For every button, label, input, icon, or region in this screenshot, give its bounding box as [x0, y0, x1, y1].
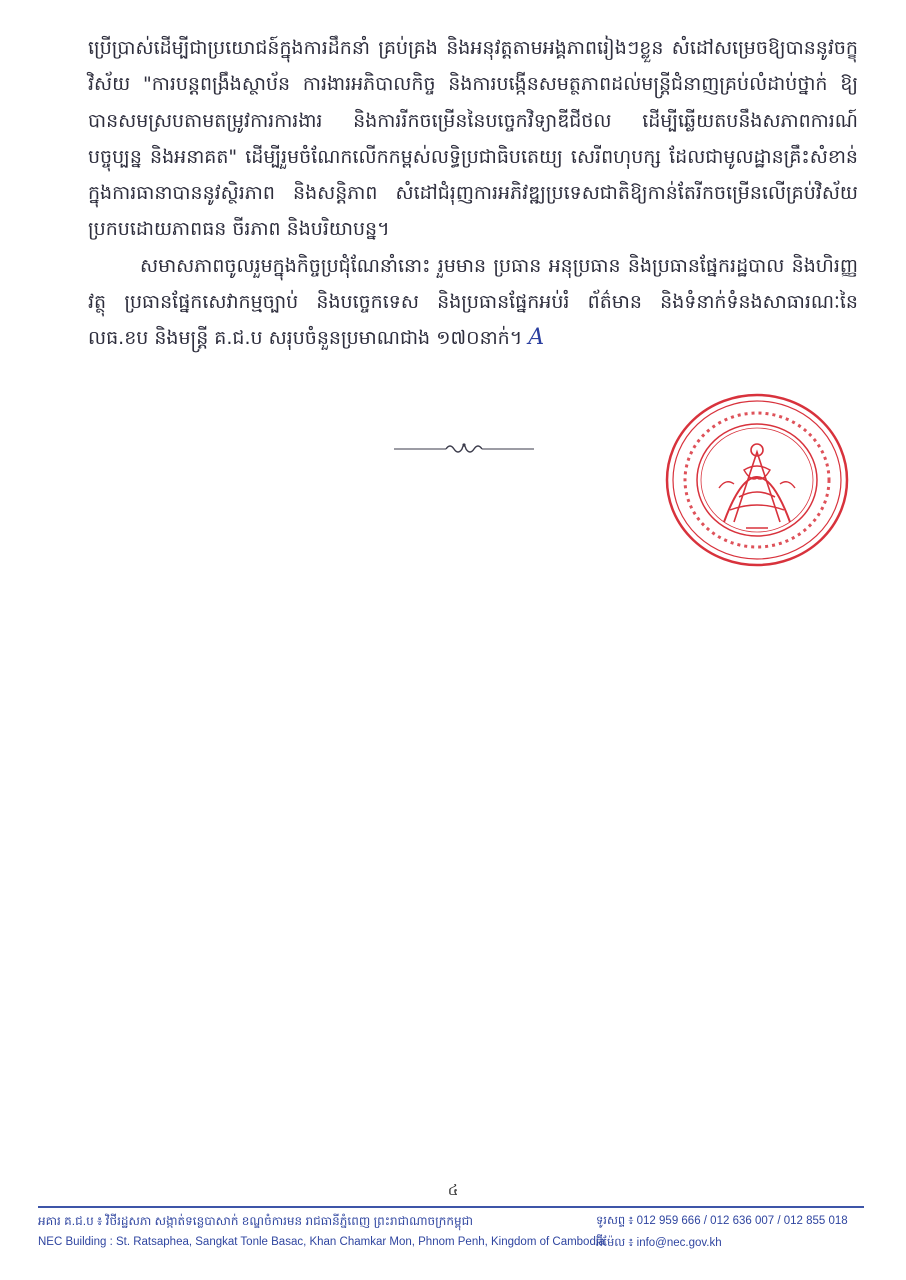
footer-email: អ៊ីម៉ែល ៖ info@nec.gov.kh — [596, 1237, 722, 1249]
section-divider-ornament — [394, 438, 534, 460]
official-seal — [664, 392, 850, 568]
footer-divider — [38, 1206, 864, 1208]
footer-address — [38, 1210, 605, 1252]
document-body — [88, 30, 858, 357]
footer-contact — [596, 1210, 868, 1254]
page-number: ៤ — [447, 1181, 459, 1199]
footer-phone: ទូរសព្ទ ៖ 012 959 666 / 012 636 007 / 012 855 018 — [596, 1215, 848, 1227]
footer-address-khmer: អគារ គ.ជ.ប ៖ វិថីរដ្ឋសភា សង្កាត់ទន្លេបាសាក់ ខណ្ឌចំការមន រាជធានីភ្នំពេញ ព្រះរាជាណាចក្រកម្ពុជា — [38, 1214, 474, 1228]
initial-signature: A — [528, 325, 545, 351]
footer-address-english: NEC Building : St. Ratsaphea, Sangkat Tonle Basac, Khan Chamkar Mon, Phnom Penh, Kingdom of Cambodia — [38, 1236, 605, 1248]
paragraph-2 — [88, 248, 858, 357]
paragraph-1: ប្រើប្រាស់ដើម្បីជាប្រយោជន៍ក្នុងការដឹកនាំ គ្រប់គ្រង និងអនុវត្តតាមអង្គភាពរៀងៗខ្លួន សំដៅសម្រេចឱ្យបាននូវចក្ខុវិស័យ "ការបន្តពង្រឹងស្ថាប័ន ការងារអភិបាលកិច្ច និងការបង្កើនសមត្ថភាពដល់មន្ត្រីជំនាញគ្រប់លំដាប់ថ្នាក់ ឱ្យបានសមស្របតាមតម្រូវការការងារ និងការរីកចម្រើននៃបច្ចេកវិទ្យាឌីជីថល ដើម្បីឆ្លើយតបនឹងសភាពការណ៍បច្ចុប្បន្ន និងអនាគត" ដើម្បីរួមចំណែកលើកកម្ពស់លទ្ធិប្រជាធិបតេយ្យ សេរីពហុបក្ស ដែលជាមូលដ្ឋានគ្រឹះសំខាន់ក្នុងការធានាបាននូវស្ថិរភាព និងសន្តិភាព សំដៅជំរុញការអភិវឌ្ឍប្រទេសជាតិឱ្យកាន់តែរីកចម្រើនលើគ្រប់វិស័យ ប្រកបដោយភាពធន ចីរភាព និងបរិយាបន្ន។ — [88, 37, 858, 241]
paragraph-2-text: សមាសភាពចូលរួមក្នុងកិច្ចប្រជុំណែនាំនោះ រួមមាន ប្រធាន អនុប្រធាន និងប្រធានផ្នែករដ្ឋបាល និងហិរញ្ញវត្ថុ ប្រធានផ្នែកសេវាកម្មច្បាប់ និងបច្ចេកទេស និងប្រធានផ្នែកអប់រំ ព័ត៌មាន និងទំនាក់ទំនងសាធារណៈនៃ លធ.ខប និងមន្ត្រី គ.ជ.ប សរុបចំនួនប្រមាណជាង ១៧០នាក់។ — [88, 254, 858, 350]
